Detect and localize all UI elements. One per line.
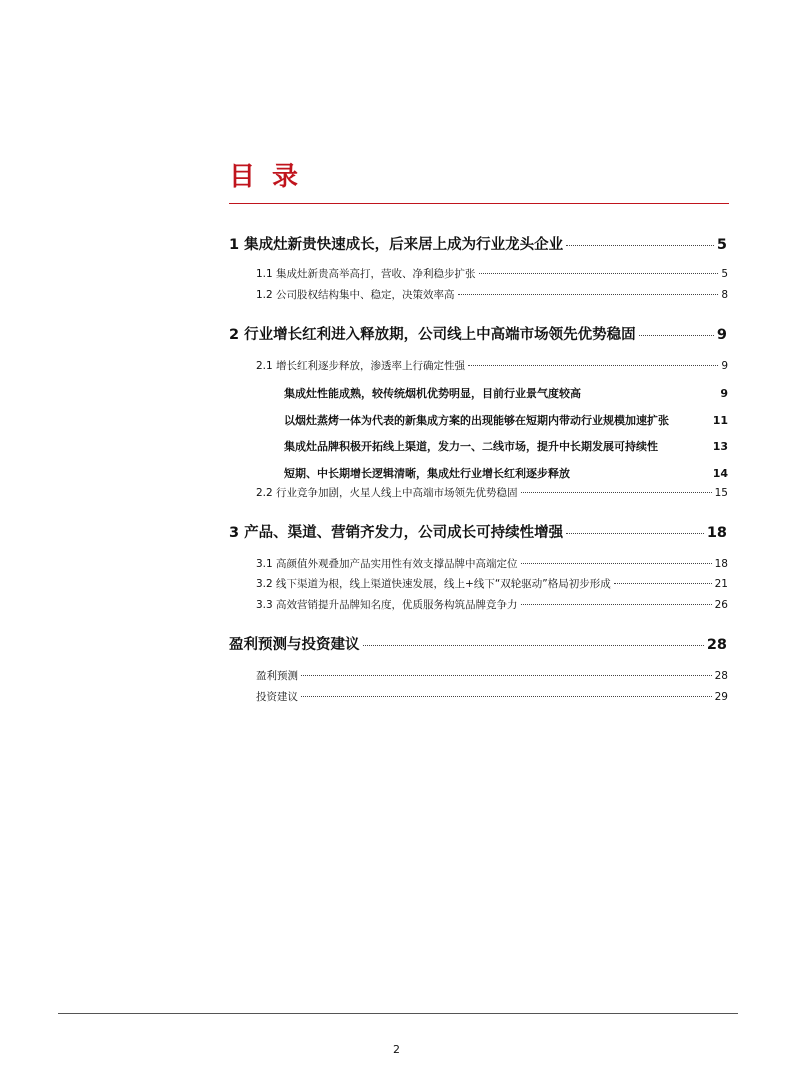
dot-leader	[301, 696, 712, 697]
toc-entry-text: 2.1 增长红利逐步释放，渗透率上行确定性强	[256, 360, 466, 372]
toc-entry-text: 以烟灶蒸烤一体为代表的新集成方案的出现能够在短期内带动行业规模加速扩张	[284, 414, 669, 427]
toc-entry-text: 3 产品、渠道、营销齐发力，公司成长可持续性增强	[229, 525, 564, 541]
footer-rule	[58, 1013, 738, 1014]
toc-entry-page: 21	[714, 578, 728, 590]
toc-entry-2-1[interactable]	[256, 358, 728, 373]
toc-entry-profit-forecast[interactable]	[256, 668, 728, 683]
toc-entry-text: 集成灶性能成熟，较传统烟机优势明显，目前行业景气度较高	[284, 387, 581, 400]
dot-leader	[479, 273, 719, 274]
dot-leader	[614, 583, 712, 584]
dot-leader	[639, 335, 714, 336]
toc-entry-page: 9	[720, 387, 728, 400]
toc-entry-page: 14	[712, 467, 728, 480]
toc-entry-text: 2.2 行业竞争加剧，火星人线上中高端市场领先优势稳固	[256, 487, 518, 499]
toc-entry-page: 18	[714, 558, 728, 570]
toc-entry-text: 2 行业增长红利进入释放期，公司线上中高端市场领先优势稳固	[229, 327, 636, 343]
dot-leader	[566, 533, 704, 534]
toc-entry-page: 29	[714, 691, 728, 703]
toc-subentry[interactable]	[284, 385, 728, 401]
title-rule	[229, 203, 729, 204]
page-number: 2	[393, 1043, 400, 1056]
toc-entry-page: 9	[721, 360, 728, 372]
toc-entry-page: 28	[714, 670, 728, 682]
toc-entry-3[interactable]	[229, 521, 727, 542]
toc-entry-page: 15	[714, 487, 728, 499]
toc-entry-page: 8	[721, 289, 728, 301]
toc-entry-page: 18	[706, 525, 727, 541]
toc-entry-text: 盈利预测与投资建议	[229, 637, 360, 653]
dot-leader	[301, 675, 712, 676]
toc-entry-text: 3.3 高效营销提升品牌知名度，优质服务构筑品牌竞争力	[256, 599, 518, 611]
toc-entry-page: 26	[714, 599, 728, 611]
toc-entry-text: 1.1 集成灶新贵高举高打，营收、净利稳步扩张	[256, 268, 476, 280]
toc-entry-page: 13	[712, 440, 728, 453]
toc-entry-page: 9	[716, 327, 727, 343]
toc-entry-text: 1 集成灶新贵快速成长，后来居上成为行业龙头企业	[229, 237, 564, 253]
toc-entry-investment-advice[interactable]	[256, 689, 728, 704]
toc-entry-page: 11	[712, 414, 728, 427]
toc-entry-text: 盈利预测	[256, 670, 298, 682]
toc-entry-text: 短期、中长期增长逻辑清晰，集成灶行业增长红利逐步释放	[284, 467, 570, 480]
toc-entry-forecast[interactable]	[229, 633, 727, 654]
toc-entry-2[interactable]	[229, 323, 727, 344]
toc-title: 目 录	[229, 162, 303, 192]
toc-entry-2-2[interactable]	[256, 485, 728, 500]
toc-entry-text: 集成灶品牌积极开拓线上渠道，发力一、二线市场，提升中长期发展可持续性	[284, 440, 658, 453]
dot-leader	[468, 365, 718, 366]
dot-leader	[521, 492, 712, 493]
toc-subentry[interactable]	[284, 412, 728, 428]
toc-entry-text: 3.2 线下渠道为根，线上渠道快速发展，线上+线下“双轮驱动”格局初步形成	[256, 578, 611, 590]
toc-subentry[interactable]	[284, 465, 728, 481]
toc-entry-3-2[interactable]	[256, 576, 728, 591]
toc-entry-1-2[interactable]	[256, 287, 728, 302]
toc-entry-page: 5	[721, 268, 728, 280]
dot-leader	[363, 645, 704, 646]
toc-entry-3-1[interactable]	[256, 556, 728, 571]
toc-entry-text: 投资建议	[256, 691, 298, 703]
toc-entry-3-3[interactable]	[256, 597, 728, 612]
toc-entry-text: 3.1 高颜值外观叠加产品实用性有效支撑品牌中高端定位	[256, 558, 518, 570]
dot-leader	[458, 294, 719, 295]
dot-leader	[521, 563, 712, 564]
dot-leader	[566, 245, 714, 246]
dot-leader	[521, 604, 712, 605]
toc-entry-page: 5	[716, 237, 727, 253]
toc-entry-1[interactable]	[229, 233, 727, 254]
toc-entry-text: 1.2 公司股权结构集中、稳定，决策效率高	[256, 289, 455, 301]
toc-subentry[interactable]	[284, 438, 728, 454]
toc-entry-page: 28	[706, 637, 727, 653]
toc-entry-1-1[interactable]	[256, 266, 728, 281]
